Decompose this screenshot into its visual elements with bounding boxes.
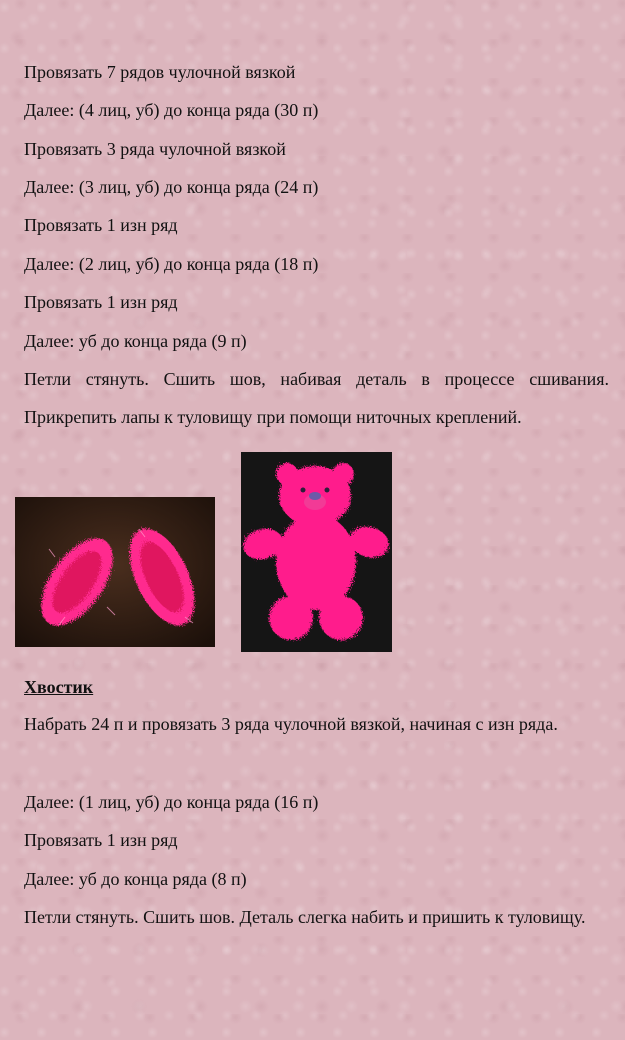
instruction-line: Далее: уб до конца ряда (9 п) bbox=[24, 331, 247, 351]
section-heading: Хвостик bbox=[24, 677, 94, 697]
instruction-line: Провязать 7 рядов чулочной вязкой bbox=[24, 62, 296, 82]
instruction-line: Провязать 1 изн ряд bbox=[24, 292, 178, 312]
knitted-bear-photo bbox=[241, 452, 392, 652]
instruction-line: Далее: (4 лиц, уб) до конца ряда (30 п) bbox=[24, 100, 319, 120]
knitted-paws-photo bbox=[15, 497, 215, 647]
instruction-line: Провязать 1 изн ряд bbox=[24, 830, 178, 850]
instruction-line: Провязать 3 ряда чулочной вязкой bbox=[24, 139, 286, 159]
closing-paragraph: Петли стянуть. Сшить шов. Деталь слегка набить и пришить к туловищу. bbox=[24, 907, 586, 927]
instruction-line: Далее: уб до конца ряда (8 п) bbox=[24, 869, 247, 889]
instruction-line: Далее: (2 лиц, уб) до конца ряда (18 п) bbox=[24, 254, 319, 274]
instruction-line: Далее: (3 лиц, уб) до конца ряда (24 п) bbox=[24, 177, 319, 197]
bear-illustration bbox=[241, 452, 392, 652]
instruction-line: Далее: (1 лиц, уб) до конца ряда (16 п) bbox=[24, 792, 319, 812]
paws-illustration bbox=[15, 497, 215, 647]
intro-paragraph: Набрать 24 п и провязать 3 ряда чулочной вязкой, начиная с изн ряда. bbox=[24, 714, 558, 734]
closing-paragraph: Петли стянуть. Сшить шов, набивая деталь в процессе сшивания. Прикрепить лапы к туловищу при помощи ниточных креплений. bbox=[24, 369, 609, 427]
instruction-line: Провязать 1 изн ряд bbox=[24, 215, 178, 235]
